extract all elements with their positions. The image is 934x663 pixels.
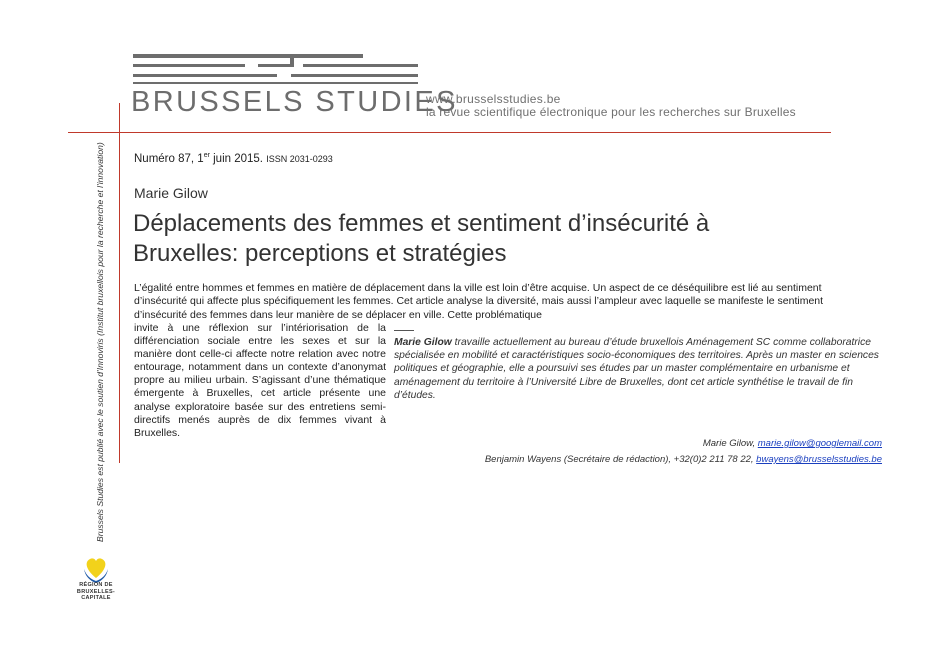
header-divider (68, 132, 831, 133)
author-email-link[interactable]: marie.gilow@googlemail.com (757, 438, 882, 449)
sidebar-support-note: Brussels Studies est publié avec le soutien d'Innoviris (Institut bruxellois pour la recherche et l'innovation) (95, 142, 105, 542)
brand-tagline: la revue scientifique électronique pour les recherches sur Bruxelles (426, 105, 796, 119)
author-contact: Marie Gilow, marie.gilow@googlemail.com (702, 438, 882, 449)
article-title: Déplacements des femmes et sentiment d’insécurité à Bruxelles: perceptions et stratégies (133, 210, 710, 267)
brand-name: BRUSSELS STUDIES (131, 86, 458, 118)
editor-email-link[interactable]: bwayens@brusselsstudies.be (756, 454, 882, 465)
editor-contact: Benjamin Wayens (Secrétaire de rédaction), +32(0)2 211 78 22, bwayens@brusselsstudies.be (484, 454, 882, 465)
abstract-column: invite à une réflexion sur l’intériorisation de la différenciation sociale entre les sexes et sur la manière dont celle-ci affecte notre relation avec notre entourage, notamment dans un contexte d’anonymat propre au milieu urbain. S’agissant d’une thématique émergente à Bruxelles, cet article présente une analyse exploratoire basée sur des entretiens semi-directifs menés auprès de dix femmes vivant à Bruxelles. (134, 322, 386, 439)
issn: ISSN 2031-0293 (266, 153, 333, 164)
brand-url[interactable]: www.brusselsstudies.be (426, 92, 561, 106)
author-bio: Marie Gilow travaille actuellement au bureau d’étude bruxellois Aménagement SC comme collaboratrice spécialisée en mobilité et caractéristiques socio-économiques des territoires. Après un master en sciences politiques et géographie, elle a poursuivi ses études par un master complémentaire en urbanisme et aménagement du territoire à l’Université Libre de Bruxelles, dont cet article synthétise le travail de fin d’études. (394, 337, 879, 401)
brand-logo-bars (133, 52, 418, 88)
margin-divider (119, 103, 120, 463)
region-label: RÉGION DE BRUXELLES- CAPITALE (76, 582, 116, 601)
article-author: Marie Gilow (134, 185, 208, 201)
abstract-intro: L’égalité entre hommes et femmes en matière de déplacement dans la ville est loin d’être acquise. Un aspect de ce déséquilibre est lié au sentiment d’insécurité qui affecte plus spécifiquement les femmes. Cet article analyse la diversité, mais aussi l’ampleur avec laquelle se manifeste le sentiment d’insécurité des femmes dans leur manière de se déplacer en ville. Cette problématique (134, 282, 824, 321)
bio-rule (394, 330, 414, 331)
issue-line: Numéro 87, 1er juin 2015. ISSN 2031-0293 (134, 152, 333, 165)
bio-author-name: Marie Gilow (394, 337, 452, 348)
